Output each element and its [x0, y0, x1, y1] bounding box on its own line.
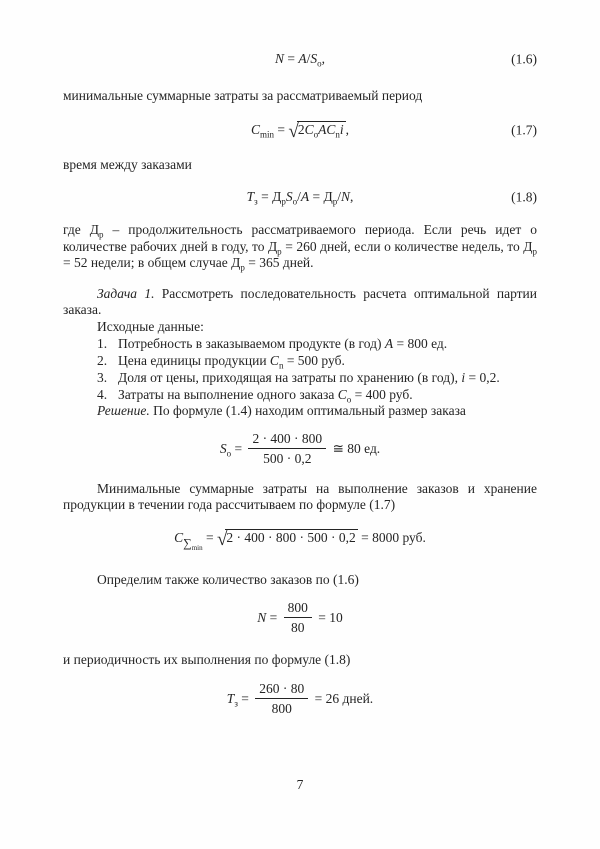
item-text: Цена единицы продукции: [118, 353, 270, 368]
item-var-sub: o: [346, 394, 352, 405]
list-item-3: [63, 369, 537, 386]
equals-sign: =: [284, 51, 299, 66]
var-a: A: [384, 336, 394, 351]
var-a: A: [318, 121, 327, 137]
item-number: 2.: [97, 353, 108, 368]
equals-sign: =: [202, 529, 217, 545]
subscript-r: р: [98, 229, 104, 240]
item-value: = 500 руб.: [283, 353, 345, 368]
var-t: T: [226, 690, 235, 706]
paragraph-min-costs-intro: минимальные суммарные затраты за рассматриваемый период: [63, 88, 423, 103]
equation-body: [174, 528, 426, 552]
heading-source-data: Исходные данные:: [97, 318, 204, 334]
subscript-r: р: [332, 196, 338, 207]
var-c-n: C: [269, 353, 279, 368]
equals-sign: =: [237, 690, 253, 706]
equals-sign: =: [231, 440, 246, 456]
fraction-numerator: 2 · 400 · 800: [248, 430, 326, 449]
var-c-n: C: [326, 121, 336, 137]
equation-order-period: [63, 682, 537, 718]
equation-orders-count: [63, 601, 537, 637]
equation-1-6: [63, 50, 537, 67]
fraction: [248, 430, 326, 466]
item-value: = 800 ед.: [393, 336, 448, 351]
text-run: где Д: [63, 222, 99, 237]
var-t: T: [246, 189, 255, 204]
equation-body: [257, 600, 343, 635]
paragraph-task-1: [63, 286, 537, 319]
var-n: N: [274, 51, 284, 66]
var-n: N: [340, 189, 350, 204]
sqrt-icon: √: [216, 528, 228, 550]
subscript-sigma: ∑: [183, 535, 192, 550]
list-item-2: [63, 352, 537, 369]
result-value: ≅ 80 ед.: [329, 440, 381, 456]
text-run: = 365 дней.: [244, 255, 314, 270]
source-data-list: [63, 335, 537, 403]
equals-sign: =: [309, 189, 324, 204]
equation-1-8-body: [246, 189, 354, 207]
paragraph-periodicity-intro: и периодичность их выполнения по формуле (1.8): [63, 652, 351, 667]
equation-1-6-body: [274, 51, 326, 69]
coef-2: 2: [297, 121, 305, 137]
solution-label: Решение.: [97, 403, 150, 418]
paragraph-solution: [63, 403, 537, 420]
fraction: [255, 680, 308, 716]
subscript-o: o: [313, 129, 319, 140]
equation-min-total-costs: [63, 529, 537, 557]
item-text: Доля от цены, приходящая на затраты по хранению (в год),: [118, 370, 462, 385]
var-s: S: [219, 440, 227, 456]
var-a: A: [300, 189, 310, 204]
var-s: S: [285, 189, 293, 204]
var-a: A: [298, 51, 307, 66]
result-value: = 10: [314, 610, 343, 626]
list-item-4: [63, 386, 537, 403]
page-number: 7: [296, 777, 304, 792]
item-number: 3.: [97, 370, 108, 385]
radicand: 2 · 400 · 800 · 500 · 0,2: [226, 529, 356, 545]
comma: ,: [321, 51, 326, 66]
equation-1-7-body: [250, 120, 349, 142]
fraction-denominator: 500 · 0,2: [263, 450, 312, 466]
paragraph-period-definition: [63, 222, 537, 272]
subscript-min: min: [260, 129, 275, 140]
item-number: 1.: [97, 336, 108, 351]
equation-1-8: [63, 188, 537, 205]
var-c-o: C: [337, 387, 347, 402]
equals-sign: =: [266, 610, 281, 626]
fraction-denominator: 800: [271, 700, 292, 716]
item-value: = 0,2.: [465, 370, 500, 385]
subscript-r: р: [240, 262, 245, 273]
subscript-o: o: [226, 448, 232, 459]
var-c-o: C: [304, 121, 314, 137]
var-n: N: [257, 610, 267, 626]
subscript-z: з: [254, 196, 258, 207]
subscript-z: з: [234, 698, 238, 709]
equation-number-1-6: (1.6): [511, 51, 537, 66]
solution-text: По формуле (1.4) находим оптимальный размер заказа: [149, 403, 466, 418]
text-run: = 260 дней, если о количестве недель, то Д: [281, 238, 533, 254]
var-d: Д: [323, 189, 333, 204]
subscript-o: o: [317, 58, 322, 69]
subscript-r: р: [281, 196, 286, 207]
sqrt-icon: √: [288, 120, 299, 142]
list-item-1: [63, 335, 537, 352]
result-value: = 8000 руб.: [357, 529, 426, 545]
equals-sign: =: [257, 189, 273, 204]
subscript-o: o: [292, 196, 298, 207]
fraction-numerator: 800: [284, 599, 312, 618]
subscript-min: min: [191, 543, 203, 552]
comma: ,: [345, 121, 349, 137]
paragraph-min-total-costs: Минимальные суммарные затраты на выполнение заказов и хранение продукции в течении года рассчитываем по формуле (1.7): [63, 480, 537, 512]
subscript-n: n: [335, 129, 340, 140]
task-label: Задача 1.: [97, 285, 155, 301]
text-run: – продолжительность рассматриваемого периода. Если речь идет о количестве рабочих дней в году, то Д: [63, 222, 537, 254]
item-number: 4.: [97, 387, 108, 402]
var-c: C: [174, 529, 184, 545]
item-value: = 400 руб.: [351, 387, 413, 402]
subscript-r: р: [277, 246, 282, 257]
fraction-denominator: 80: [291, 620, 305, 635]
task-text: Рассмотреть последовательность расчета оптимальной партии заказа.: [63, 285, 538, 317]
var-i: i: [461, 370, 466, 385]
radicand: [297, 121, 346, 140]
equation-number-1-7: (1.7): [511, 122, 537, 138]
var-c: C: [250, 121, 260, 137]
slash: /: [337, 189, 341, 204]
equation-optimal-order-size: [63, 432, 537, 468]
paragraph-orders-count-intro: Определим также количество заказов по (1.6): [97, 571, 359, 587]
result-value: = 26 дней.: [311, 690, 374, 706]
var-d: Д: [272, 189, 282, 204]
item-text: Затраты на выполнение одного заказа: [118, 387, 338, 402]
paragraph-time-between-orders: время между заказами: [63, 156, 192, 172]
equals-sign: =: [274, 121, 289, 137]
subscript-r: р: [532, 246, 537, 257]
equation-number-1-8: (1.8): [511, 189, 537, 204]
slash: /: [306, 51, 311, 66]
item-var-sub: n: [278, 360, 284, 371]
var-s: S: [310, 51, 318, 66]
fraction-numerator: 260 · 80: [255, 680, 308, 699]
slash: /: [297, 189, 301, 204]
text-run: = 52 недели; в общем случае Д: [63, 255, 241, 270]
item-text: Потребность в заказываемом продукте (в год): [118, 336, 385, 351]
comma: ,: [349, 189, 354, 204]
equation-1-7: [63, 121, 537, 140]
fraction: [284, 599, 312, 635]
var-i: i: [339, 121, 344, 137]
